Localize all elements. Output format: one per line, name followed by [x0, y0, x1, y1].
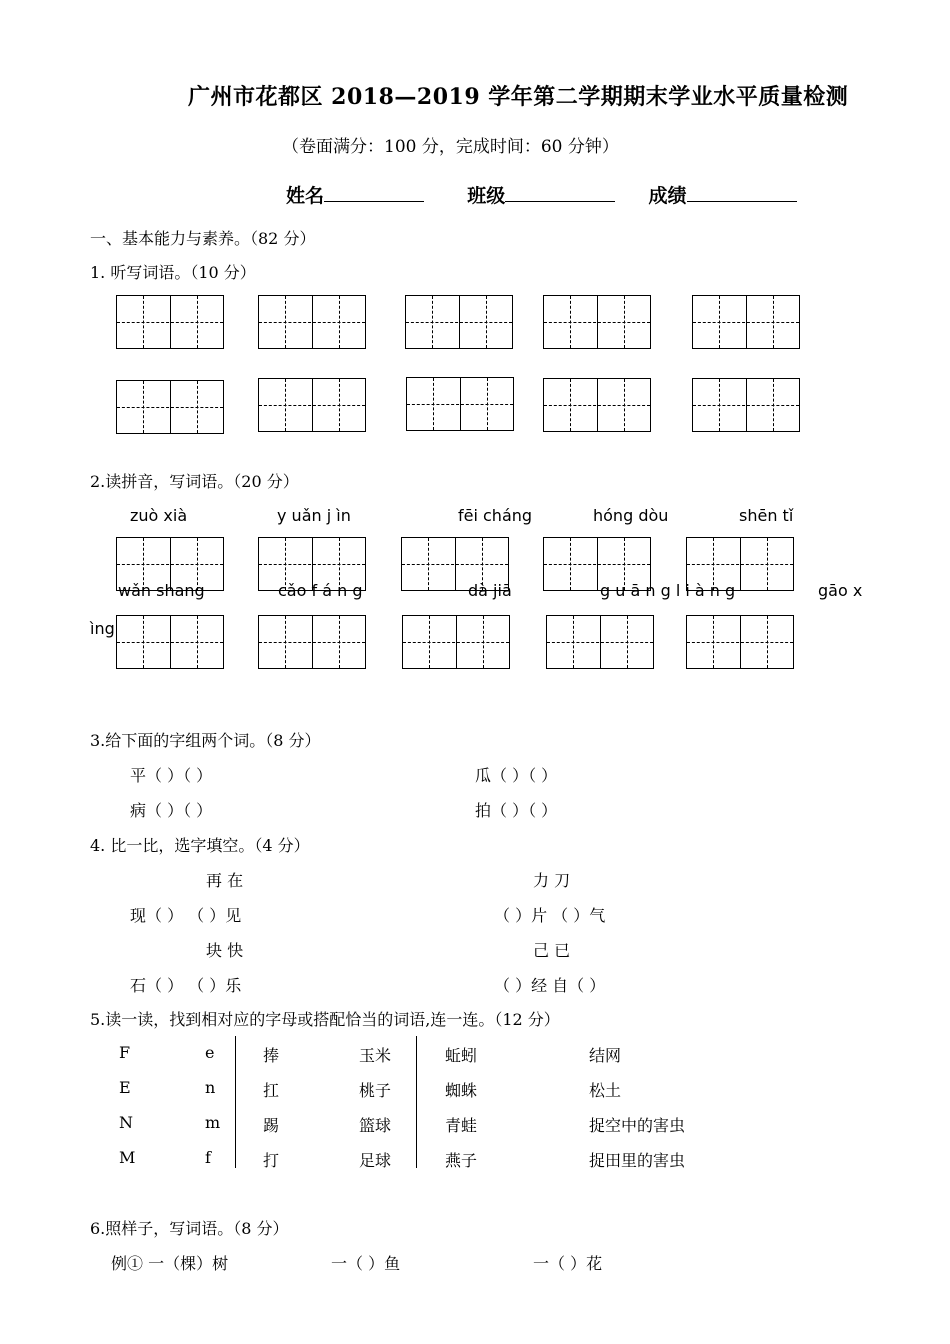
- fill-blank-line[interactable]: 石（ ） （ ）乐: [130, 976, 242, 995]
- class-field[interactable]: [505, 181, 615, 202]
- matching-letter[interactable]: F: [119, 1043, 131, 1062]
- matching-letter[interactable]: M: [119, 1148, 136, 1167]
- pinyin-label: dà jiā: [468, 581, 512, 600]
- q3-title: 3.给下面的字组两个词。（8 分）: [90, 731, 321, 750]
- pinyin-label: cǎo f á n g: [278, 581, 363, 600]
- dictation-box[interactable]: [543, 378, 651, 432]
- pinyin-write-box[interactable]: [116, 615, 224, 669]
- matching-verb[interactable]: 踢: [263, 1116, 280, 1135]
- class-label: 班级: [467, 185, 506, 207]
- matching-object[interactable]: 桃子: [359, 1081, 392, 1100]
- example-item: 例① 一（棵）树: [111, 1254, 229, 1273]
- matching-letter[interactable]: f: [205, 1148, 211, 1167]
- matching-animal[interactable]: 蚯蚓: [445, 1046, 478, 1065]
- matching-verb[interactable]: 捧: [263, 1046, 280, 1065]
- word-group-item[interactable]: 平（ ）（ ）: [130, 766, 213, 785]
- matching-verb[interactable]: 扛: [263, 1081, 280, 1100]
- matching-object[interactable]: 篮球: [359, 1116, 392, 1135]
- pinyin-label: fēi cháng: [458, 506, 533, 525]
- q2-title: 2.读拼音，写词语。（20 分）: [90, 472, 299, 491]
- fill-blank-line[interactable]: （ ）经 自（ ）: [494, 976, 606, 995]
- dictation-box[interactable]: [258, 378, 366, 432]
- matching-animal[interactable]: 燕子: [445, 1151, 478, 1170]
- fill-blank-item[interactable]: 一（ ）鱼: [331, 1254, 401, 1273]
- page-title: 广州市花都区 2018—2019 学年第二学期期末学业水平质量检测: [188, 84, 849, 110]
- pinyin-write-box[interactable]: [402, 615, 510, 669]
- word-group-item[interactable]: 拍（ ）（ ）: [475, 801, 558, 820]
- dictation-box[interactable]: [692, 295, 800, 349]
- matching-letter[interactable]: N: [119, 1113, 133, 1132]
- char-pair: 力 刀: [533, 871, 571, 890]
- matching-letter[interactable]: m: [205, 1113, 221, 1132]
- pinyin-label: hóng dòu: [593, 506, 669, 525]
- matching-letter[interactable]: e: [205, 1043, 215, 1062]
- column-divider: [416, 1036, 417, 1168]
- column-divider: [235, 1036, 236, 1168]
- dictation-box[interactable]: [116, 295, 224, 349]
- matching-animal[interactable]: 蜘蛛: [445, 1081, 478, 1100]
- name-field[interactable]: [324, 181, 424, 202]
- pinyin-label-wrap: ìng: [90, 619, 115, 638]
- dictation-box[interactable]: [406, 377, 514, 431]
- pinyin-label: gāo x: [818, 581, 863, 600]
- matching-verb[interactable]: 打: [263, 1151, 280, 1170]
- pinyin-label: g u ā n g l i à n g: [600, 581, 736, 600]
- name-label: 姓名: [286, 185, 325, 207]
- pinyin-label: shēn tǐ: [739, 506, 794, 525]
- pinyin-write-box[interactable]: [686, 615, 794, 669]
- section-1-title: 一、基本能力与素养。（82 分）: [90, 229, 316, 248]
- fill-blank-line[interactable]: （ ）片 （ ）气: [494, 906, 606, 925]
- matching-animal[interactable]: 青蛙: [445, 1116, 478, 1135]
- matching-letter[interactable]: n: [205, 1078, 216, 1097]
- fill-blank-item[interactable]: 一（ ）花: [533, 1254, 603, 1273]
- matching-action[interactable]: 结网: [589, 1046, 622, 1065]
- q6-title: 6.照样子，写词语。（8 分）: [90, 1219, 289, 1238]
- pinyin-label: wǎn shang: [118, 581, 205, 600]
- exam-subtitle: （卷面满分：100 分，完成时间：60 分钟）: [282, 137, 619, 157]
- matching-object[interactable]: 玉米: [359, 1046, 392, 1065]
- word-group-item[interactable]: 瓜（ ）（ ）: [475, 766, 558, 785]
- score-field[interactable]: [687, 181, 797, 202]
- char-pair: 块 快: [206, 941, 244, 960]
- q4-title: 4. 比一比，选字填空。（4 分）: [90, 836, 310, 855]
- student-info-row: [286, 181, 797, 208]
- pinyin-write-box[interactable]: [258, 615, 366, 669]
- dictation-box[interactable]: [116, 380, 224, 434]
- char-pair: 己 已: [533, 941, 571, 960]
- word-group-item[interactable]: 病（ ）（ ）: [130, 801, 213, 820]
- dictation-box[interactable]: [405, 295, 513, 349]
- dictation-box[interactable]: [543, 295, 651, 349]
- char-pair: 再 在: [206, 871, 244, 890]
- pinyin-label: y uǎn j ìn: [277, 506, 351, 525]
- pinyin-label: zuò xià: [130, 506, 188, 525]
- matching-action[interactable]: 松土: [589, 1081, 622, 1100]
- fill-blank-line[interactable]: 现（ ） （ ）见: [130, 906, 242, 925]
- dictation-box[interactable]: [692, 378, 800, 432]
- matching-letter[interactable]: E: [119, 1078, 131, 1097]
- q5-title: 5.读一读，找到相对应的字母或搭配恰当的词语,连一连。（12 分）: [90, 1010, 560, 1029]
- q1-title: 1. 听写词语。（10 分）: [90, 263, 256, 282]
- score-label: 成绩: [648, 185, 687, 207]
- pinyin-write-box[interactable]: [546, 615, 654, 669]
- matching-object[interactable]: 足球: [359, 1151, 392, 1170]
- dictation-box[interactable]: [258, 295, 366, 349]
- matching-action[interactable]: 捉田里的害虫: [589, 1151, 686, 1170]
- matching-action[interactable]: 捉空中的害虫: [589, 1116, 686, 1135]
